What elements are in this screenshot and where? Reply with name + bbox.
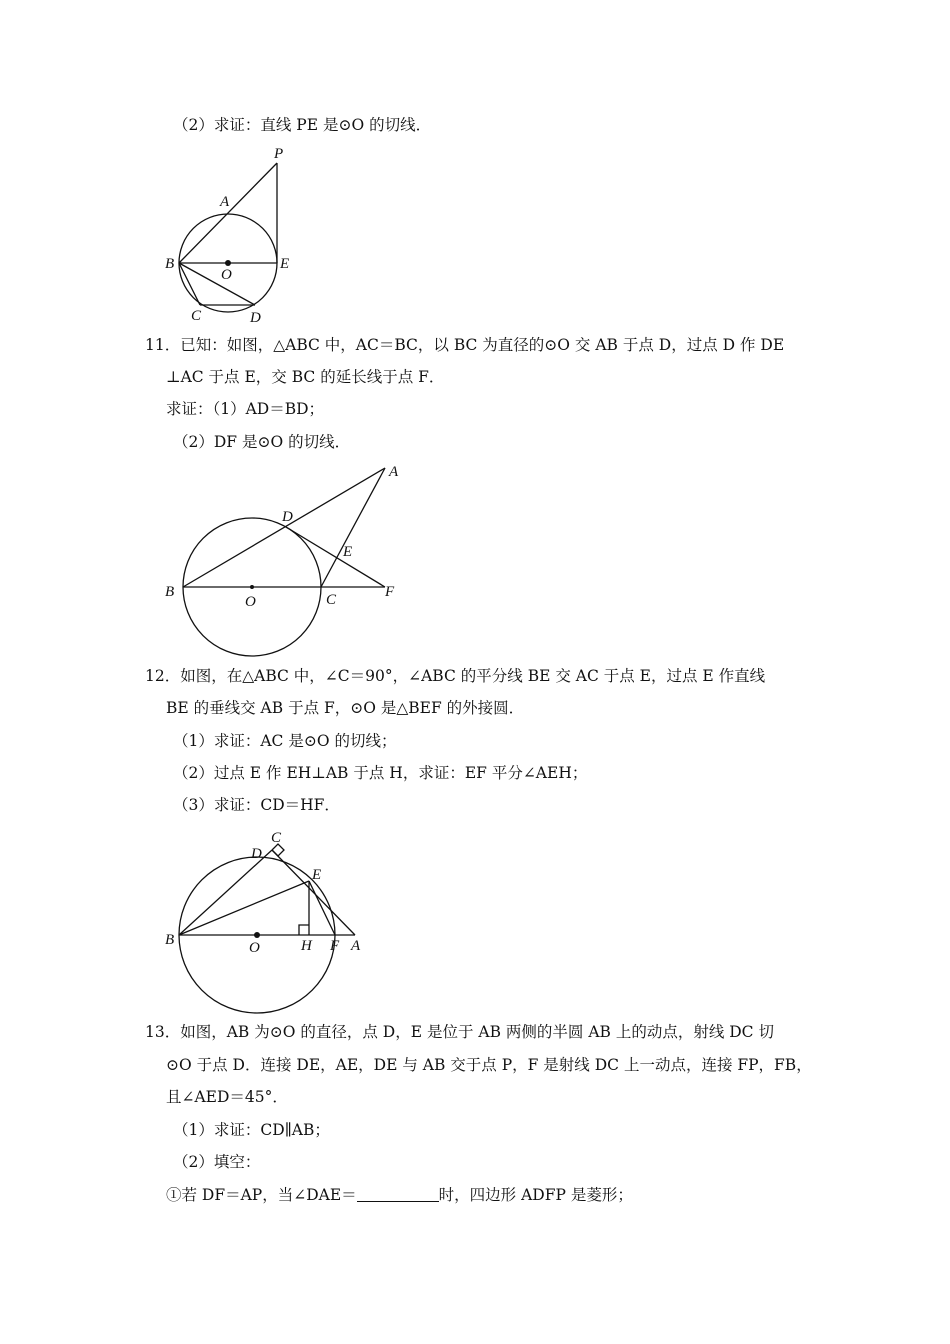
q11-line4: （2）DF 是⊙O 的切线． <box>173 433 351 451</box>
q10-figure <box>150 140 310 325</box>
q13-line6-suffix: 时，四边形 ADFP 是菱形； <box>438 1186 633 1204</box>
q11-label-a: A <box>389 464 399 480</box>
q12-line1: 12．如图，在△ABC 中，∠C＝90°，∠ABC 的平分线 BE 交 AC 于点 E，过点 E 作直线 <box>145 667 766 685</box>
q12-center-dot <box>254 932 260 938</box>
q12-figure <box>155 825 375 1015</box>
q11-label-e: E <box>343 544 353 560</box>
q10-label-c: C <box>191 308 202 324</box>
q11-label-d: D <box>282 509 293 525</box>
q12-label-c: C <box>271 830 282 846</box>
q11-label-c: C <box>326 592 337 608</box>
q12-right-angle-h <box>299 925 309 935</box>
q13-line4: （1）求证：CD∥AB； <box>173 1121 330 1139</box>
q10-label-e: E <box>280 256 290 272</box>
q10-label-p: P <box>274 146 284 162</box>
q13-line2: ⊙O 于点 D．连接 DE，AE，DE 与 AB 交于点 P，F 是射线 DC 上一动点，连接 FP，FB， <box>166 1056 812 1074</box>
q10-label-b: B <box>165 256 175 272</box>
q11-center-dot <box>250 585 254 589</box>
q11-line1: 11．已知：如图，△ABC 中，AC＝BC，以 BC 为直径的⊙O 交 AB 于点 D，过点 D 作 DE <box>145 336 785 354</box>
q12-line2: BE 的垂线交 AB 于点 F，⊙O 是△BEF 的外接圆． <box>166 699 525 717</box>
answer-blank[interactable] <box>357 1187 439 1202</box>
q10-part2-text: （2）求证：直线 PE 是⊙O 的切线． <box>173 116 432 134</box>
q12-label-d: D <box>251 846 262 862</box>
q13-line5: （2）填空： <box>173 1153 261 1171</box>
q11-line-df <box>286 527 385 587</box>
q13-line6-prefix: ①若 DF＝AP，当∠DAE＝ <box>166 1186 357 1204</box>
q12-line-bd <box>179 850 272 935</box>
q13-line1: 13．如图，AB 为⊙O 的直径，点 D，E 是位于 AB 两侧的半圆 AB 上的动点，射线 DC 切 <box>145 1023 774 1041</box>
q11-line-ca <box>321 468 385 587</box>
q12-label-e: E <box>312 867 322 883</box>
q12-line5: （3）求证：CD＝HF． <box>173 796 340 814</box>
q10-line-bp <box>179 163 277 263</box>
q12-line3: （1）求证：AC 是⊙O 的切线； <box>173 732 397 750</box>
q11-label-f: F <box>385 584 395 600</box>
q12-label-b: B <box>165 932 175 948</box>
q10-label-o: O <box>221 267 232 283</box>
q11-label-b: B <box>165 584 175 600</box>
q12-line-ef <box>309 881 335 935</box>
q12-label-f: F <box>330 938 340 954</box>
q10-line-bd <box>179 263 255 305</box>
q11-line2: ⊥AC 于点 E，交 BC 的延长线于点 F． <box>166 368 445 386</box>
q10-label-d: D <box>250 310 261 325</box>
q13-line3: 且∠AED＝45°． <box>166 1088 288 1106</box>
q11-label-o: O <box>245 594 256 610</box>
q10-center-dot <box>225 260 231 266</box>
q10-label-a: A <box>220 194 230 210</box>
q11-line3: 求证：（1）AD＝BD； <box>166 400 325 418</box>
q12-line-be <box>179 881 309 935</box>
q11-figure <box>155 458 415 658</box>
q12-label-h: H <box>301 938 312 954</box>
q12-line4: （2）过点 E 作 EH⊥AB 于点 H，求证：EF 平分∠AEH； <box>173 764 588 782</box>
q12-label-a: A <box>351 938 361 954</box>
q12-line-ca <box>272 850 355 935</box>
q13-line6 <box>166 1185 633 1205</box>
q12-label-o: O <box>249 940 260 956</box>
